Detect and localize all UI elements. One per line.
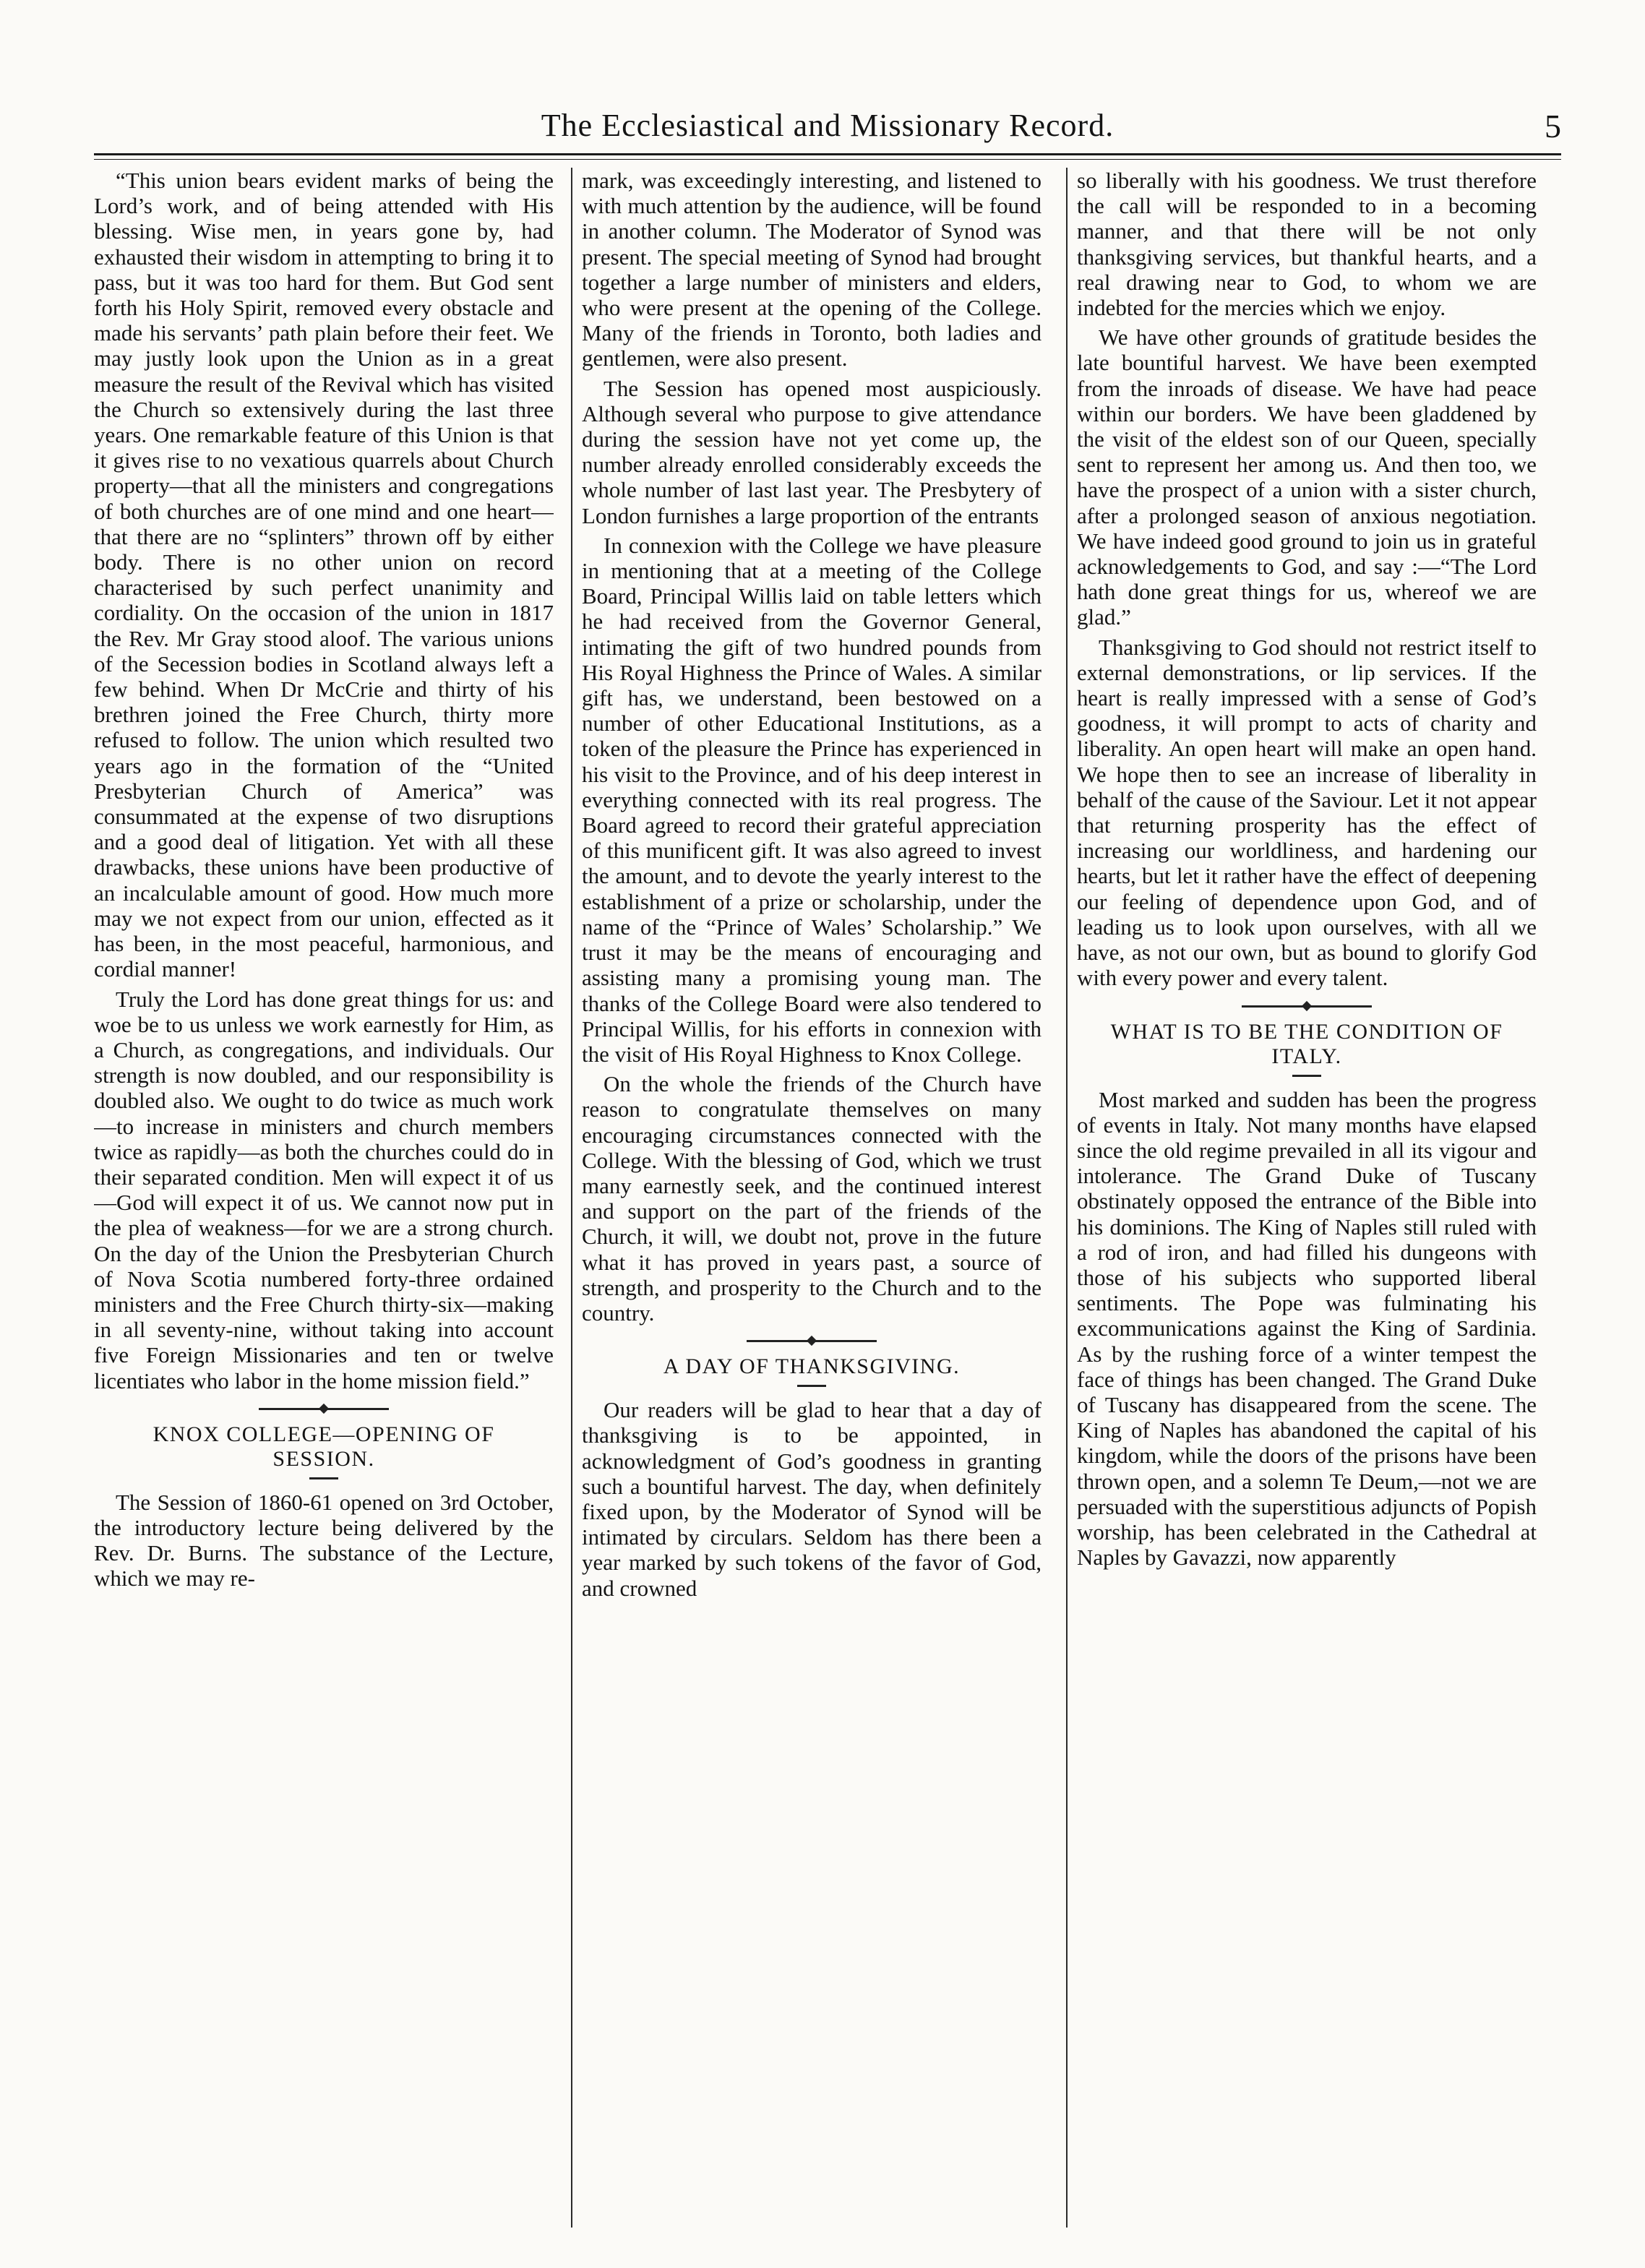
column-3 — [1077, 168, 1537, 2228]
union-paragraph: Truly the Lord has done great things for us: and woe be to us unless we work earnestly for Him, as a Church, as congregations, and individuals. Our strength is now doubled, and our responsibility is doubled also. We ought to do twice as much work —to increase in ministers and church members twice as rapidly—as both the churches could do in their separated condition. Men will expect it of us—God will expect it of us. We cannot now put in the plea of weakness—for we are a strong church. On the day of the Union the Presbyterian Church of Nova Scotia numbered forty-three ordained ministers and the Free Church thirty-six—making in all seventy-nine, without taking into account five Foreign Missionaries and ten or twelve licentiates who labor in the home mission field.” — [94, 986, 554, 1393]
thanksgiving-paragraph: Our readers will be glad to hear that a day of thanksgiving is to be appointed, in acknowledgment of God’s goodness in granting such a bountiful harvest. The day, when definitely fixed upon, by the Moderator of Synod will be intimated by circulars. Seldom has there been a year marked by such tokens of the favor of God, and crowned — [582, 1397, 1041, 1601]
thanksgiving-paragraph: so liberally with his goodness. We trust therefore the call will be responded to in a becoming manner, and that there will be not only thanksgiving services, but thankful hearts, and a real drawing near to God, to whom we are indebted for the mercies which we enjoy. — [1077, 168, 1537, 321]
heading-dash — [797, 1385, 826, 1387]
knox-college-paragraph: On the whole the friends of the Church have reason to congratulate themselves on many encouraging circumstances connected with the College. With the blessing of God, which we trust many earnestly seek, and the continued interest and support on the part of the friends of the Church, it will, we doubt not, prove in the future what it has proved in years past, a source of strength, and prosperity to the Church and to the country. — [582, 1071, 1041, 1326]
heading-dash — [309, 1477, 338, 1479]
header-rule — [94, 153, 1561, 155]
thanksgiving-heading: A DAY OF THANKSGIVING. — [663, 1354, 961, 1379]
italy-paragraph: Most marked and sudden has been the progress of events in Italy. Not many months have elapsed since the old regime prevailed in all its vigour and intolerance. The Grand Duke of Tuscany obstinately opposed the entrance of the Bible into his dominions. The King of Naples still ruled with a rod of iron, and had filled his dungeons with those of his subjects who supported liberal sentiments. The Pope was fulminating his excommunications against the King of Sardinia. As by the rushing force of a winter tempest the face of things has been changed. The Grand Duke of Tuscany has disappeared from the scene. The King of Naples has abandoned the capital of his kingdom, while the doors of the prisons have been thrown open, and a solemn Te Deum,—not we are persuaded with the superstitious adjuncts of Popish worship, has been celebrated in the Cathedral at Naples by Gavazzi, now apparently — [1077, 1086, 1537, 1571]
section-ornament — [94, 1405, 554, 1412]
journal-title: The Ecclesiastical and Missionary Record. — [541, 108, 1114, 143]
knox-college-paragraph: mark, was exceedingly interesting, and listened to with much attention by the audience, will be found in another column. The Moderator of Synod was present. The special meeting of Synod had brought together a large number of ministers and elders, who were present at the opening of the College. Many of the friends in Toronto, both ladies and gentlemen, were also present. — [582, 168, 1041, 371]
thanksgiving-paragraph: We have other grounds of gratitude besides the late bountiful harvest. We have been exempted from the inroads of disease. We have had peace within our borders. We have been gladdened by the visit of the eldest son of our Queen, specially sent to represent her among us. And then too, we have the prospect of a union with a sister church, after a prolonged season of anxious negotiation. We have indeed good ground to join us in grateful acknowledgements to God, and say :—“The Lord hath done great things for us, whereof we are glad.” — [1077, 325, 1537, 630]
section-ornament — [582, 1337, 1041, 1344]
heading-dash — [1292, 1075, 1321, 1077]
page-number: 5 — [1545, 108, 1561, 145]
union-paragraph: “This union bears evident marks of being the Lord’s work, and of being attended with His blessing. Wise men, in years gone by, had exhausted their wisdom in attempting to bring it to pass, but it was too hard for them. But God sent forth his Holy Spirit, removed every obstacle and made his servants’ path plain before their feet. We may justly look upon the Union as in a great measure the result of the Revival which has visited the Church so extensively during the last three years. One remarkable feature of this Union is that it gives rise to no vexatious quarrels about Church property—that all the ministers and congregations of both churches are of one mind and one heart—that there are no “splinters” thrown off by either body. There is no other union on record characterised by such perfect unanimity and cordiality. On the occasion of the union in 1817 the Rev. Mr Gray stood aloof. The various unions of the Secession bodies in Scotland always left a few behind. When Dr McCrie and thirty of his brethren joined the Free Church, thirty more refused to follow. The union which resulted two years ago in the formation of the “United Presbyterian Church of America” was consummated at the expense of two disruptions and a good deal of litigation. Yet with all these drawbacks, these unions have been productive of an incalculable amount of good. How much more may we not expect from our union, effected as it has been, in the most peaceful, harmonious, and cordial manner! — [94, 168, 554, 982]
italy-heading: WHAT IS TO BE THE CONDITION OF ITALY. — [1110, 1019, 1503, 1068]
column-1 — [94, 168, 554, 2228]
column-2 — [582, 168, 1041, 2228]
knox-college-paragraph: The Session has opened most auspiciously. Although several who purpose to give attendance during the session have not yet come up, the number already enrolled considerably exceeds the whole number of last last year. The Presbytery of London furnishes a large proportion of the entrants — [582, 375, 1041, 528]
column-divider — [1066, 168, 1068, 2228]
column-divider — [571, 168, 572, 2228]
knox-college-paragraph: The Session of 1860-61 opened on 3rd October, the introductory lecture being delivered by the Rev. Dr. Burns. The substance of the Lecture, which we may re- — [94, 1489, 554, 1592]
header-rule-thin — [94, 159, 1561, 160]
running-head — [94, 107, 1561, 150]
section-ornament — [1077, 1002, 1537, 1010]
thanksgiving-paragraph: Thanksgiving to God should not restrict itself to external demonstrations, or lip services. If the heart is really impressed with a sense of God’s goodness, it will prompt to acts of charity and liberality. An open heart will make an open hand. We hope then to see an increase of liberality in behalf of the cause of the Saviour. Let it not appear that returning prosperity has the effect of increasing our worldliness, and hardening our hearts, but let it rather have the effect of deepening our feeling of dependence upon God, and of leading us to look upon ourselves, with all we have, as not our own, but as bound to glorify God with every power and every talent. — [1077, 634, 1537, 991]
knox-college-heading: KNOX COLLEGE—OPENING OF SESSION. — [153, 1422, 495, 1471]
knox-college-paragraph: In connexion with the College we have pleasure in mentioning that at a meeting of the College Board, Principal Willis laid on table letters which he had received from the Governor General, intimating the gift of two hundred pounds from His Royal Highness the Prince of Wales. A similar gift has, we understand, been bestowed on a number of other Educational Institutions, as a token of the pleasure the Prince has experienced in his visit to the Province, and of his deep interest in everything connected with its real progress. The Board agreed to record their grateful appreciation of this munificent gift. It was also agreed to invest the amount, and to devote the yearly interest to the establishment of a prize or scholarship, under the name of the “Prince of Wales’ Scholarship.” We trust it may be the means of encouraging and assisting many a promising young man. The thanks of the College Board were also tendered to Principal Willis, for his efforts in connexion with the visit of His Royal Highness to Knox College. — [582, 532, 1041, 1067]
